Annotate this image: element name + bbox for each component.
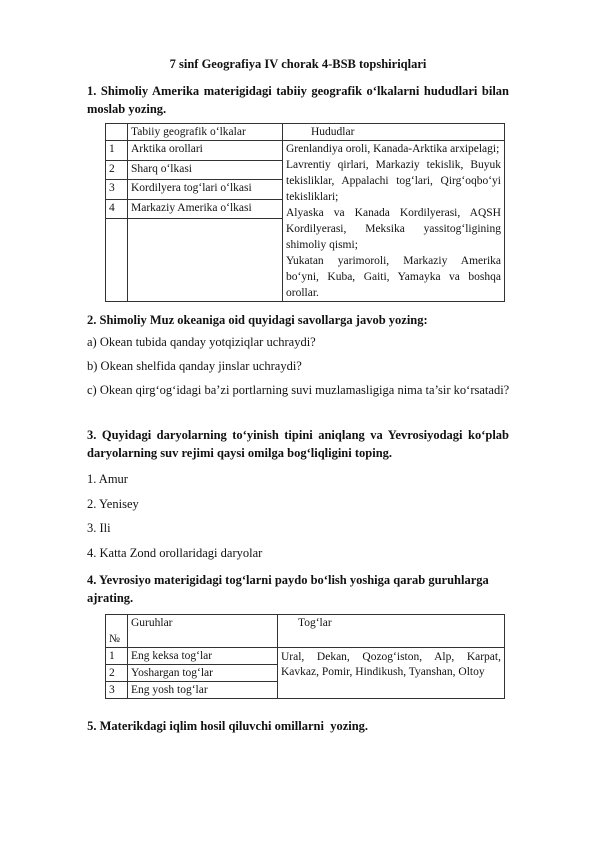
q1-row-name: Kordilyera tog‘lari o‘lkasi: [128, 180, 283, 200]
q1-header-territories: Hududlar: [283, 124, 505, 141]
table-row: [106, 141, 505, 161]
q1-region-text: Lavrentiy qirlari, Markaziy tekislik, Buyuk tekisliklar, Appalachi tog‘lari, Qirg‘oqbo‘yi tekisliklari;: [286, 159, 501, 203]
q4-row-name: Eng yosh tog‘lar: [128, 682, 278, 699]
q4-table-header-row: [106, 615, 505, 648]
q1-heading: 1. Shimoliy Amerika materigidagi tabiiy geografik o‘lkalarni hududlari bilan moslab yozing.: [87, 84, 509, 116]
q3-item: 4. Katta Zond orollaridagi daryolar: [87, 546, 263, 560]
q4-header-mountains: Tog‘lar: [278, 615, 505, 648]
q3-item: 2. Yenisey: [87, 497, 139, 511]
q3-item: 1. Amur: [87, 472, 128, 486]
q1-row-name: Sharq o‘lkasi: [128, 160, 283, 180]
q4-row-num: 2: [106, 665, 128, 682]
page-title: 7 sinf Geografiya IV chorak 4-BSB topshiriqlari: [169, 57, 427, 71]
q3-item: 3. Ili: [87, 521, 111, 535]
q4-mountains-cell: Ural, Dekan, Qozog‘iston, Alp, Karpat, Kavkaz, Pomir, Hindikush, Tyanshan, Oltoy: [278, 648, 505, 699]
q5-heading: 5. Materikdagi iqlim hosil qiluvchi omillarni yozing.: [84, 719, 369, 733]
q1-row-name: Markaziy Amerika o‘lkasi: [128, 199, 283, 219]
q1-regions-cell: [283, 141, 505, 302]
q3-heading: 3. Quyidagi daryolarning to‘yinish tipini aniqlang va Yevrosiyodagi ko‘plab daryolarning suv rejimi qaysi omilga bog‘liqligini toping.: [87, 428, 509, 460]
q4-table: [105, 614, 505, 699]
q1-row-num: 1: [106, 141, 128, 161]
q4-row-num: 1: [106, 648, 128, 665]
q1-header-num: [106, 124, 128, 141]
q1-table-header-row: [106, 124, 505, 141]
table-row: [106, 648, 505, 665]
q1-region-text: Yukatan yarimoroli, Markaziy Amerika bo‘yni, Kuba, Gaiti, Yamayka va boshqa orollar.: [286, 255, 501, 299]
q4-heading: 4. Yevrosiyo materigidagi tog‘larni paydo bo‘lish yoshiga qarab guruhlarga ajrating.: [87, 573, 489, 605]
q2-item-c: c) Okean qirg‘og‘idagi ba’zi portlarning suvi muzlamasligiga nima ta’sir ko‘rsatadi?: [87, 383, 510, 397]
q2-item-a: a) Okean tubida qanday yotqiziqlar uchraydi?: [87, 335, 316, 349]
q1-region-text: Alyaska va Kanada Kordilyerasi, AQSH Kordilyerasi, Meksika yassitog‘ligining shimoliy qismi;: [286, 207, 501, 251]
q1-row-num: 3: [106, 180, 128, 200]
q2-heading: 2. Shimoliy Muz okeaniga oid quyidagi savollarga javob yozing:: [87, 313, 428, 327]
q1-row-num: 4: [106, 199, 128, 219]
q1-row-name: Arktika orollari: [128, 141, 283, 161]
q4-row-name: Eng keksa tog‘lar: [128, 648, 278, 665]
q1-header-regions-name: Tabiiy geografik o‘lkalar: [128, 124, 283, 141]
q2-item-b: b) Okean shelfida qanday jinslar uchraydi?: [87, 359, 302, 373]
q1-row-num: 2: [106, 160, 128, 180]
q4-header-num: №: [106, 615, 128, 648]
q1-table: [105, 123, 505, 302]
q1-region-text: Grenlandiya oroli, Kanada-Arktika arxipelagi;: [286, 143, 500, 155]
q4-row-name: Yoshargan tog‘lar: [128, 665, 278, 682]
q4-row-num: 3: [106, 682, 128, 699]
q4-header-groups: Guruhlar: [128, 615, 278, 648]
